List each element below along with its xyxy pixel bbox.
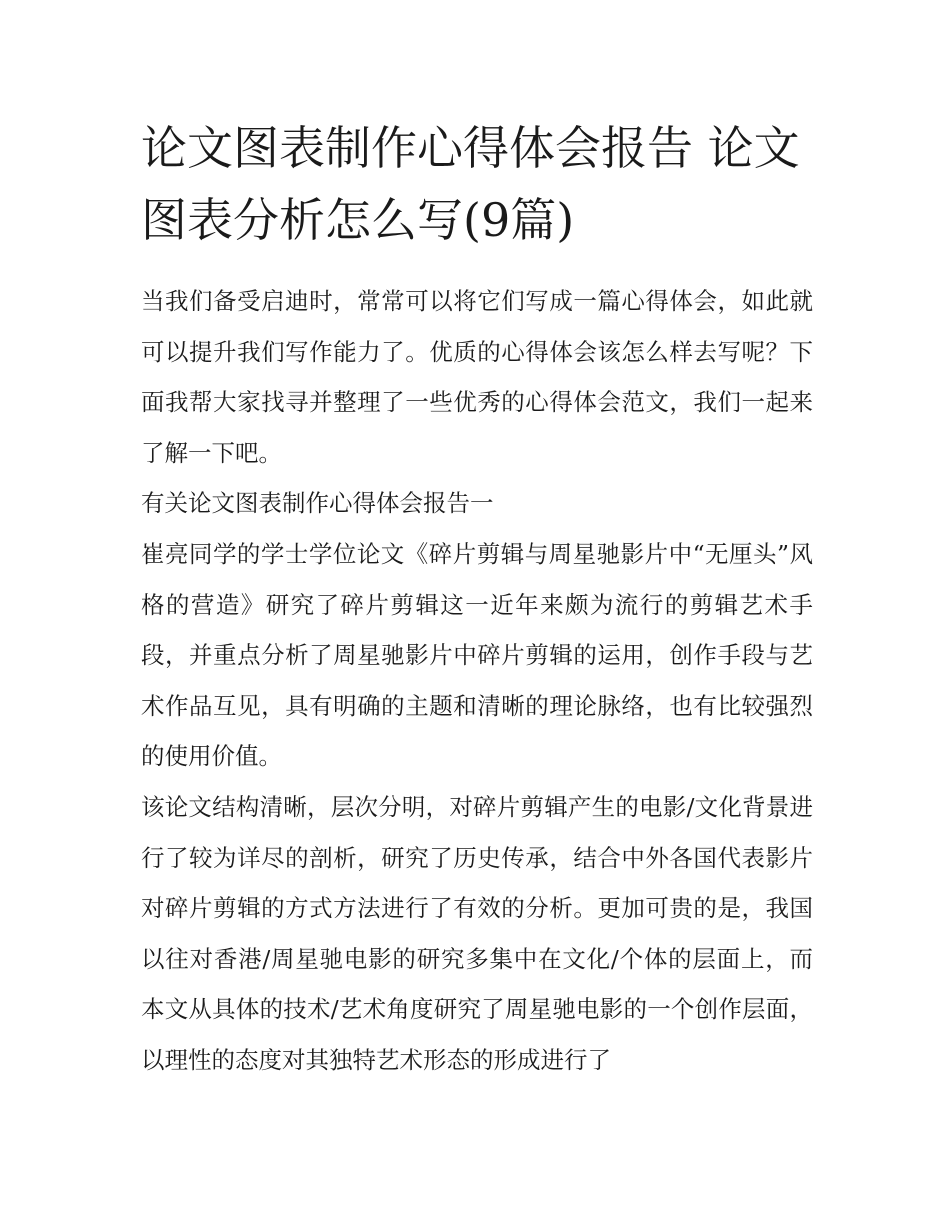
body-paragraph: 该论文结构清晰，层次分明，对碎片剪辑产生的电影/文化背景进行了较为详尽的剖析，研究了历史传承，结合中外各国代表影片对碎片剪辑的方式方法进行了有效的分析。更加可贵的是，我国以往对香港/周星驰电影的研究多集中在文化/个体的层面上，而本文从具体的技术/艺术角度研究了周星驰电影的一个创作层面，以理性的态度对其独特艺术形态的形成进行了 [141, 792, 813, 1074]
document-body [141, 112, 813, 1086]
section-heading: 有关论文图表制作心得体会报告一 [141, 489, 494, 518]
body-paragraph: 崔亮同学的学士学位论文《碎片剪辑与周星驰影片中“无厘头”风格的营造》研究了碎片剪辑这一近年来颇为流行的剪辑艺术手段，并重点分析了周星驰影片中碎片剪辑的运用，创作手段与艺术作品互见，具有明确的主题和清晰的理论脉络，也有比较强烈的使用价值。 [141, 539, 813, 771]
document-title: 论文图表制作心得体会报告 论文图表分析怎么写(9篇) [141, 121, 800, 247]
intro-paragraph: 当我们备受启迪时，常常可以将它们写成一篇心得体会，如此就可以提升我们写作能力了。优质的心得体会该怎么样去写呢？下面我帮大家找寻并整理了一些优秀的心得体会范文，我们一起来了解一下吧。 [141, 287, 813, 467]
